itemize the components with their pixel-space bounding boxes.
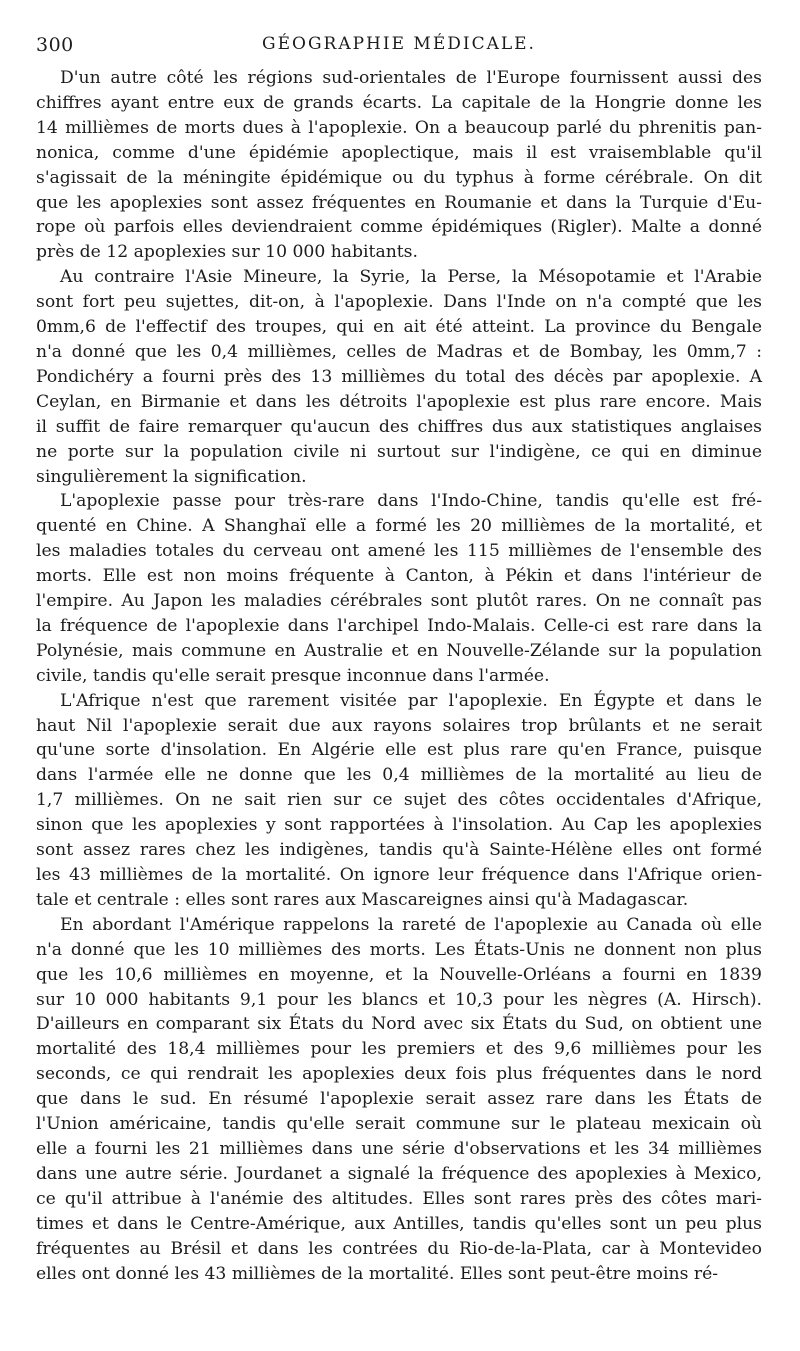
text-line: ce qu'il attribue à l'anémie des altitudes. Elles sont rares près des côtes mari- <box>36 1188 762 1209</box>
text-line: L'apoplexie passe pour très-rare dans l'Indo-Chine, tandis qu'elle est fré- <box>60 491 762 512</box>
text-line: tale et centrale : elles sont rares aux Mascareignes ainsi qu'à Madagascar. <box>36 889 689 910</box>
text-line: civile, tandis qu'elle serait presque inconnue dans l'armée. <box>36 665 550 686</box>
text-line: morts. Elle est non moins fréquente à Canton, à Pékin et dans l'intérieur de <box>36 566 762 587</box>
text-line: D'ailleurs en comparant six États du Nord avec six États du Sud, on obtient une <box>36 1014 762 1035</box>
text-line: elle a fourni les 21 millièmes dans une série d'observations et les 34 millièmes <box>36 1138 762 1159</box>
text-line: Au contraire l'Asie Mineure, la Syrie, la Perse, la Mésopotamie et l'Arabie <box>60 267 762 288</box>
text-line: près de 12 apoplexies sur 10 000 habitants. <box>36 242 418 263</box>
text-line: seconds, ce qui rendrait les apoplexies deux fois plus fréquentes dans le nord <box>36 1064 762 1085</box>
text-line: 0mm,6 de l'effectif des troupes, qui en ait été atteint. La province du Bengale <box>36 317 762 338</box>
text-line: D'un autre côté les régions sud-orientales de l'Europe fournissent aussi des <box>60 68 762 88</box>
text-line: rope où parfois elles deviendraient comme épidémiques (Rigler). Malte a donné <box>36 217 762 238</box>
text-line: n'a donné que les 0,4 millièmes, celles de Madras et de Bombay, les 0mm,7 : <box>36 341 762 362</box>
paragraph <box>36 66 762 265</box>
text-line: l'Union américaine, tandis qu'elle serait commune sur le plateau mexicain où <box>36 1114 762 1135</box>
text-line: l'empire. Au Japon les maladies cérébrales sont plutôt rares. On ne connaît pas <box>36 591 762 612</box>
text-line: sur 10 000 habitants 9,1 pour les blancs et 10,3 pour les nègres (A. Hirsch). <box>36 989 762 1010</box>
page-number: 300 <box>36 34 74 56</box>
text-line: que les 10,6 millièmes en moyenne, et la Nouvelle-Orléans a fourni en 1839 <box>36 964 762 985</box>
text-line: que les apoplexies sont assez fréquentes en Roumanie et dans la Turquie d'Eu- <box>36 192 762 213</box>
paragraph <box>36 265 762 489</box>
text-line: En abordant l'Amérique rappelons la rareté de l'apoplexie au Canada où elle <box>60 914 762 935</box>
text-line: les 43 millièmes de la mortalité. On ignore leur fréquence dans l'Afrique orien- <box>36 865 762 885</box>
text-line: Ceylan, en Birmanie et dans les détroits l'apoplexie est plus rare encore. Mais <box>36 391 762 412</box>
running-head: GÉOGRAPHIE MÉDICALE. <box>262 34 536 54</box>
text-line: quenté en Chine. A Shanghaï elle a formé les 20 millièmes de la mortalité, et <box>36 516 762 537</box>
text-line: la fréquence de l'apoplexie dans l'archipel Indo-Malais. Celle-ci est rare dans la <box>36 615 762 636</box>
text-line: qu'une sorte d'insolation. En Algérie elle est plus rare qu'en France, puisque <box>36 740 762 761</box>
paragraph <box>36 489 762 688</box>
text-line: les maladies totales du cerveau ont amené les 115 millièmes de l'ensemble des <box>36 541 762 562</box>
text-line: s'agissait de la méningite épidémique ou du typhus à forme cérébrale. On dit <box>36 167 762 188</box>
text-line: haut Nil l'apoplexie serait due aux rayons solaires trop brûlants et ne serait <box>36 715 762 736</box>
text-line: dans l'armée elle ne donne que les 0,4 millièmes de la mortalité au lieu de <box>36 765 762 786</box>
text-line: ne porte sur la population civile ni surtout sur l'indigène, ce qui en diminue <box>36 441 762 462</box>
text-line: nonica, comme d'une épidémie apoplectique, mais il est vraisemblable qu'il <box>36 142 762 163</box>
text-line: singulièrement la signification. <box>36 466 307 487</box>
text-line: Polynésie, mais commune en Australie et en Nouvelle-Zélande sur la population <box>36 640 762 661</box>
text-line: L'Afrique n'est que rarement visitée par l'apoplexie. En Égypte et dans le <box>60 690 762 711</box>
text-line: mortalité des 18,4 millièmes pour les premiers et des 9,6 millièmes pour les <box>36 1039 762 1060</box>
text-line: 1,7 millièmes. On ne sait rien sur ce sujet des côtes occidentales d'Afrique, <box>36 790 762 811</box>
text-line: Pondichéry a fourni près des 13 millièmes du total des décès par apoplexie. A <box>36 366 762 387</box>
text-line: sinon que les apoplexies y sont rapportées à l'insolation. Au Cap les apoplexies <box>36 815 762 836</box>
body-text <box>36 66 762 1286</box>
paragraph <box>36 913 762 1287</box>
text-line: elles ont donné les 43 millièmes de la mortalité. Elles sont peut-être moins ré- <box>36 1263 719 1284</box>
text-line: dans une autre série. Jourdanet a signalé la fréquence des apoplexies à Mexico, <box>36 1163 762 1184</box>
text-line: times et dans le Centre-Amérique, aux Antilles, tandis qu'elles sont un peu plus <box>36 1213 762 1234</box>
page-header <box>36 30 762 66</box>
text-line: sont assez rares chez les indigènes, tandis qu'à Sainte-Hélène elles ont formé <box>36 840 762 861</box>
text-line: fréquentes au Brésil et dans les contrées du Rio-de-la-Plata, car à Montevideo <box>36 1238 762 1259</box>
text-line: que dans le sud. En résumé l'apoplexie serait assez rare dans les États de <box>36 1089 762 1110</box>
text-line: n'a donné que les 10 millièmes des morts. Les États-Unis ne donnent non plus <box>36 939 762 960</box>
text-line: 14 millièmes de morts dues à l'apoplexie. On a beaucoup parlé du phrenitis pan- <box>36 117 762 138</box>
paragraph <box>36 689 762 913</box>
text-line: sont fort peu sujettes, dit-on, à l'apoplexie. Dans l'Inde on n'a compté que les <box>36 292 762 313</box>
text-line: il suffit de faire remarquer qu'aucun des chiffres dus aux statistiques anglaises <box>36 416 762 437</box>
text-line: chiffres ayant entre eux de grands écarts. La capitale de la Hongrie donne les <box>36 92 762 113</box>
